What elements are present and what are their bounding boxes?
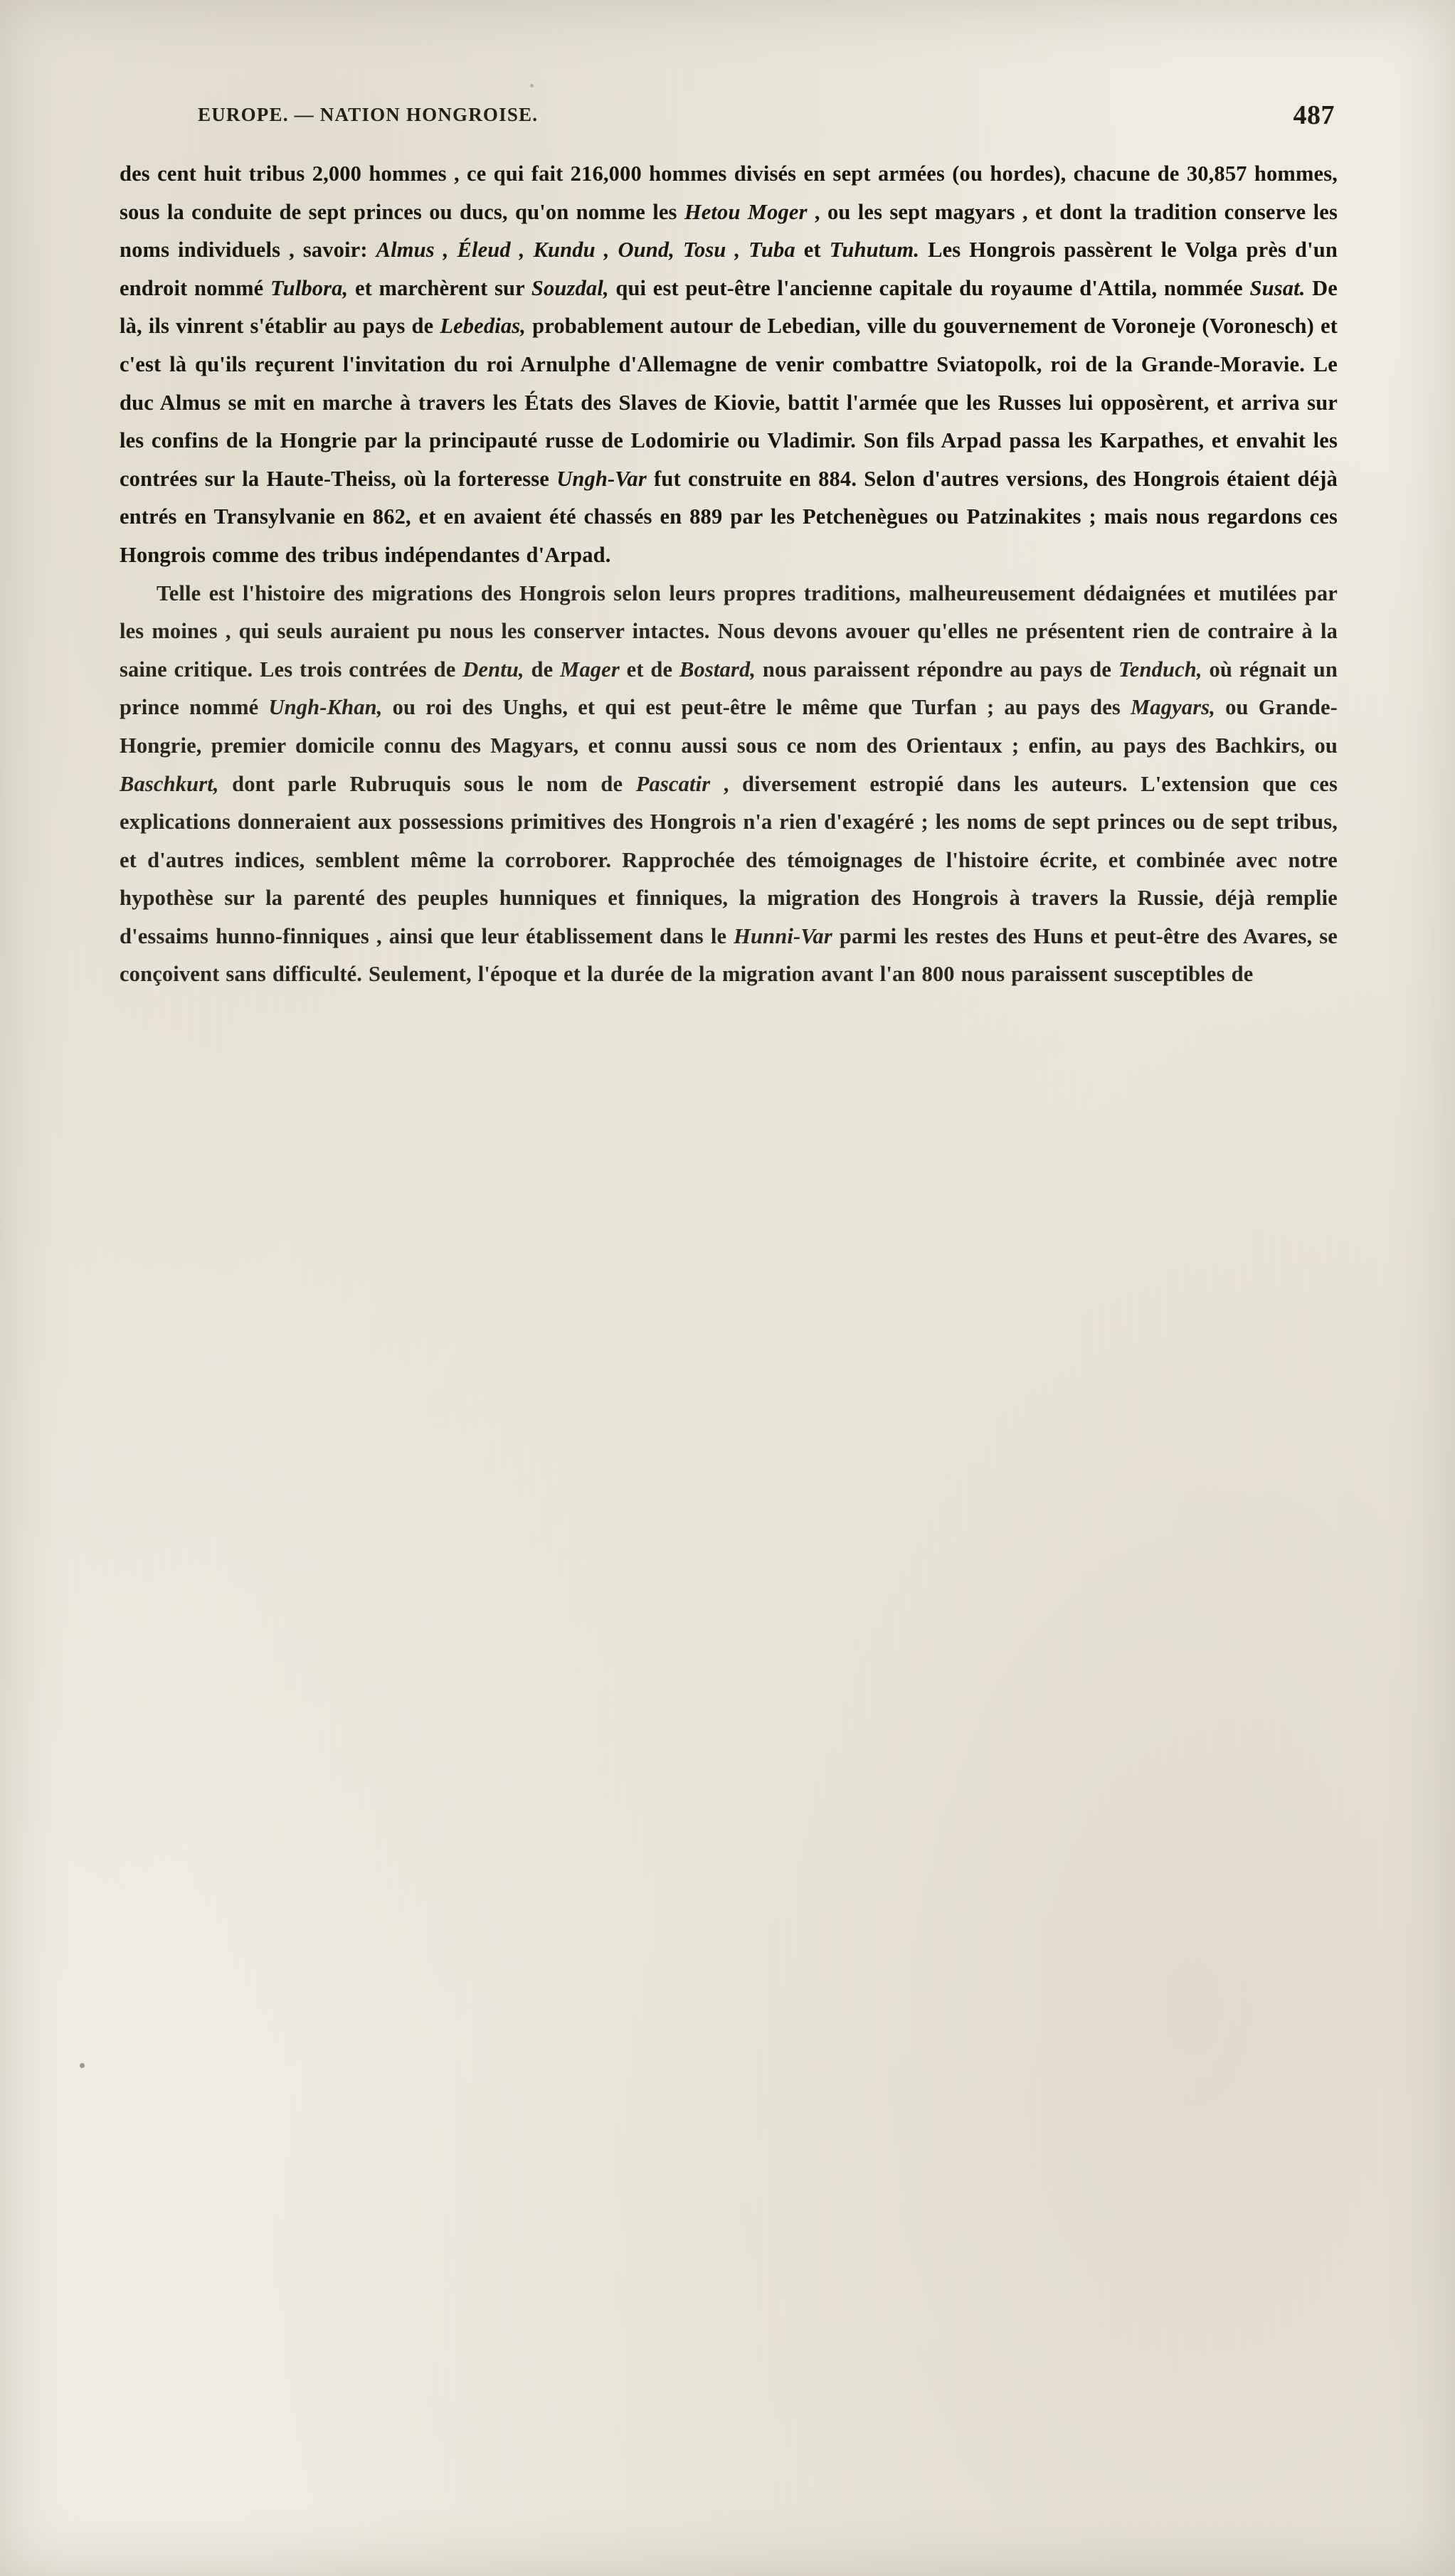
paragraph-2: Telle est l'histoire des migrations des Hongrois selon leurs propres traditions, malheureusement dédaignées et mutilées par les moines , qui seuls auraient pu nous les conserver intactes. Nous devons avouer qu'elles ne présentent rien de contraire à la saine critique. Les trois contrées de Dentu, de Mager et de Bostard, nous paraissent répondre au pays de Tenduch, où régnait un prince nommé Ungh-Khan, ou roi des Unghs, et qui est peut-être le même que Turfan ; au pays des Magyars, ou Grande-Hongrie, premier domicile connu des Magyars, et connu aussi sous ce nom des Orientaux ; enfin, au pays des Bachkirs, ou Baschkurt, dont parle Rubruquis sous le nom de Pascatir , diversement estropié dans les auteurs. L'extension que ces explications donneraient aux possessions primitives des Hongrois n'a rien d'exagéré ; les noms de sept princes ou de sept tribus, et d'autres indices, semblent même la corroborer. Rapprochée des témoignages de l'histoire écrite, et combinée avec notre hypothèse sur la parenté des peuples hunniques et finniques, la migration des Hongrois à travers la Russie, déjà remplie d'essaims hunno-finniques , ainsi que leur établissement dans le Hunni-Var parmi les restes des Huns et peut-être des Avares, se conçoivent sans difficulté. Seulement, l'époque et la durée de la migration avant l'an 800 nous paraissent susceptibles de (120, 581, 1338, 987)
page-number: 487 (1293, 100, 1335, 130)
paragraph-1: des cent huit tribus 2,000 hommes , ce qui fait 216,000 hommes divisés en sept armées (ou hordes), chacune de 30,857 hommes, sous la conduite de sept princes ou ducs, qu'on nomme les Hetou Moger , ou les sept magyars , et dont la tradition conserve les noms individuels , savoir: Almus , Éleud , Kundu , Ound, Tosu , Tuba et Tuhutum. Les Hongrois passèrent le Volga près d'un endroit nommé Tulbora, et marchèrent sur Souzdal, qui est peut-être l'ancienne capitale du royaume d'Attila, nommée Susat. De là, ils vinrent s'établir au pays de Lebedias, probablement autour de Lebedian, ville du gouvernement de Voroneje (Voronesch) et c'est là qu'ils reçurent l'invitation du roi Arnulphe d'Allemagne de venir combattre Sviatopolk, roi de la Grande-Moravie. Le duc Almus se mit en marche à travers les États des Slaves de Kiovie, battit l'armée que les Russes lui opposèrent, et arriva sur les confins de la Hongrie par la principauté russe de Lodomirie ou Vladimir. Son fils Arpad passa les Karpathes, et envahit les contrées sur la Haute-Theiss, où la forteresse Ungh-Var fut construite en 884. Selon d'autres versions, des Hongrois étaient déjà entrés en Transylvanie en 862, et en avaient été chassés en 889 par les Petchenègues ou Patzinakites ; mais nous regardons ces Hongrois comme des tribus indépendantes d'Arpad. (120, 161, 1338, 567)
stray-ink-mark-left (80, 2063, 85, 2068)
body-text (120, 155, 1338, 994)
running-head (120, 100, 1338, 137)
page-text-block (120, 100, 1338, 994)
stray-ink-mark-upper (530, 84, 534, 88)
running-head-title: EUROPE. — NATION HONGROISE. (198, 104, 539, 125)
